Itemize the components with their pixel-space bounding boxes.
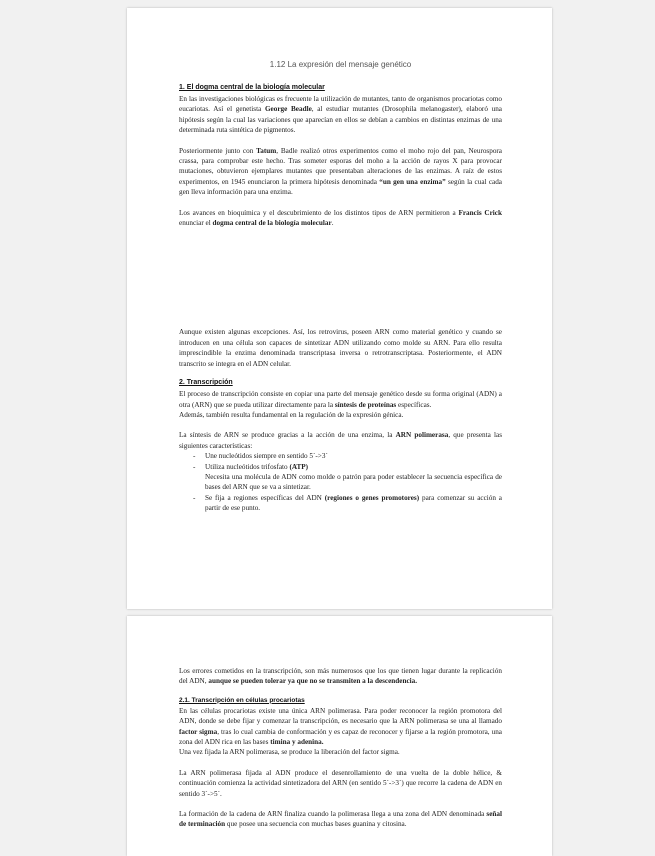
page-1-content xyxy=(179,60,502,522)
text-run: según la cual cada gen lleva información para una enzima. xyxy=(179,177,502,197)
paragraph-tatum xyxy=(179,146,502,198)
document-title: 1.12 La expresión del mensaje genético xyxy=(269,60,412,69)
text-run: , que presenta las siguientes características: xyxy=(179,431,503,450)
text-run: , tras lo cual cambia de conformación y es capaz de reconocer y fijarse a la región promotora, una zona del ADN rica en las bases xyxy=(179,727,502,747)
text-run: La formación de la cadena de ARN finaliza cuando la polimerasa llega a una zona del ADN denominada xyxy=(179,810,487,819)
bold-hypothesis: “un gen una enzima” xyxy=(379,177,446,186)
paragraph-retrovirus: Aunque existen algunas excepciones. Así, los retrovirus, poseen ARN como material genético y cuando se introducen en una célula son capaces de sintetizar ADN utilizando como molde su ARN. Para ello resulta imprescindible la enzima denominada transcriptasa inversa o retrotranscriptasa. Posteriormente, el ADN transcrito se integra en el ADN celular. xyxy=(179,328,502,368)
bold-dogma: dogma central de la biología molecular xyxy=(212,219,332,228)
paragraph-sigma-release: Una vez fijada la ARN polimerasa, se produce la liberación del factor sigma. xyxy=(179,748,400,757)
list-item: - Une nucleótidos siempre en sentido 5´->3´ xyxy=(205,451,502,461)
bold-tolerance: aunque se pueden tolerar ya que no se transmiten a la descendencia. xyxy=(208,677,418,686)
bold-arn-polimerasa: ARN polimerasa xyxy=(395,431,449,440)
bold-crick: Francis Crick xyxy=(458,208,502,217)
paragraph-beadle xyxy=(179,94,502,136)
text-run: enunciar el xyxy=(179,219,213,228)
text-run: Necesita una molécula de ADN como molde o patrón para poder establecer la secuencia específica de bases del ARN que se va a sintetizar. xyxy=(205,472,502,492)
text-run: , Badle realizó otros experimentos como el moho rojo del pan, Neurospora crassa, para comprobar este hecho. Tras someter esporas del moho a la acción de rayos X para provocar mutaciones, obtuvieron ejemplares mutantes que presentaban alteraciones de las enzimas. A raíz de estos experimentos, en 1945 enunciaron la primera hipótesis denominada xyxy=(179,146,502,186)
section-2-heading: 2. Transcripción xyxy=(179,379,233,387)
text-run: En las investigaciones biológicas es frecuente la utilización de mutantes, tanto de organismos procariotas como eucariotas. Así el genetista xyxy=(179,95,502,114)
text-run: Posteriormente junto con xyxy=(179,146,257,155)
page-2-content xyxy=(179,666,502,840)
text-run: Los errores cometidos en la transcripción, son más numerosos que los que tienen lugar durante la replicación del ADN, xyxy=(179,667,502,686)
text-run: Se fija a regiones específicas del ADN xyxy=(205,493,325,502)
paragraph-regulation: Además, también resulta fundamental en la regulación de la expresión génica. xyxy=(179,410,404,419)
paragraph-transcription xyxy=(179,389,502,410)
bold-beadle: George Beadle xyxy=(264,105,312,114)
section-2-1-heading: 2.1. Transcripción en células procariotas xyxy=(179,696,305,704)
text-run: , al estudiar mutantes (Drosophila melanogaster), elaboró una hipótesis según la cual las variaciones que aparecían en ellos se debían a cambios en distintas enzimas de una determinada ruta sintética de pigmentos. xyxy=(179,105,502,135)
figure-placeholder xyxy=(179,238,502,327)
bold-bases: timina y adenina. xyxy=(270,738,324,747)
paragraph-termination xyxy=(179,809,502,830)
bold-protein-synthesis: síntesis de proteínas xyxy=(334,400,397,409)
text-run: En las células procariotas existe una única ARN polimerasa. Para poder reconocer la región promotora del ADN, donde se debe fijar y comenzar la transcripción, es necesario que la ARN polimerasa se una al llamado xyxy=(179,706,502,726)
paragraph-crick xyxy=(179,208,502,229)
bold-tatum: Tatum xyxy=(256,146,277,155)
paragraph-elongation: La ARN polimerasa fijada al ADN produce el desenrollamiento de una vuelta de la doble hélice, & continuación comienza la actividad sintetizadora del ARN (en sentido 5´->3´) que recorre la cadena de ADN en sentido 3´->5´. xyxy=(179,768,502,798)
text-run: . xyxy=(331,219,334,228)
list-item xyxy=(205,462,502,493)
paragraph-prokaryotes xyxy=(179,706,502,748)
section-1-heading: 1. El dogma central de la biología molecular xyxy=(179,84,325,91)
text-run: específicas. xyxy=(396,400,432,409)
paragraph-arn-polimerasa xyxy=(179,430,502,451)
text-run: El proceso de transcripción consiste en copiar una parte del mensaje genético desde su forma original (ADN) a otra (ARN) que se pueda utilizar directamente para la xyxy=(179,390,502,409)
characteristics-list xyxy=(179,451,502,513)
bold-atp: (ATP) xyxy=(289,462,309,471)
bold-promoters: (regiones o genes promotores) xyxy=(324,493,420,502)
text-run: para comenzar su acción a partir de ese punto. xyxy=(205,493,503,513)
text-run: que posee una secuencia con muchas bases guanina y citosina. xyxy=(225,820,407,829)
list-item xyxy=(205,493,502,514)
text-run: La síntesis de ARN se produce gracias a la acción de una enzima, la xyxy=(179,431,396,440)
text-run: Utiliza nucleótidos trifosfato xyxy=(205,462,290,471)
document-page-1 xyxy=(127,8,552,609)
document-page-2 xyxy=(127,616,552,856)
text-run: Los avances en bioquímica y el descubrimiento de los distintos tipos de ARN permitieron a xyxy=(179,208,459,217)
bold-termination-signal: señal de terminación xyxy=(179,810,502,829)
paragraph-errors xyxy=(179,666,502,687)
bold-factor-sigma: factor sigma xyxy=(179,727,218,736)
